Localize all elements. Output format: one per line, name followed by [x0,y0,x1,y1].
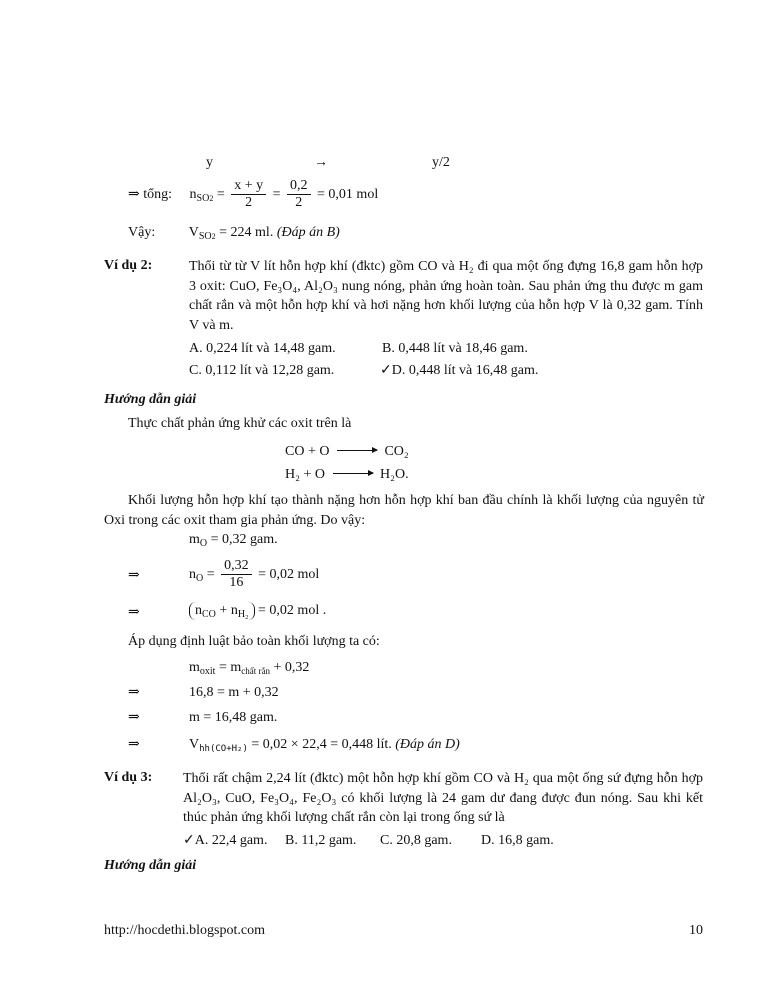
vhh-var: V [189,737,200,752]
mole-co-h2-line [189,602,326,620]
no-eq: = [206,567,215,582]
tong-label: tổng: [143,187,173,202]
example-3-label: Ví dụ 3: [104,770,153,785]
n-var: n [189,187,197,202]
fraction-xy [231,178,266,211]
option-3a-correct: ✓A. 22,4 gam. [183,833,268,848]
example-3-text: Thổi rất chậm 2,24 lít (đktc) một hỗn hợp khí gồm CO và H₂ qua một ống sứ đựng hỗn hợp Al₂O₃, CuO, Fe₃O₄, Fe₂O₃ có khối lượng là 24 gam dư đang được đun nóng. Sau khi kết thúc phản ứng khối lượng chất rắn còn lại trong ống sứ là [183,771,703,825]
implies-icon-5: ⇒ [128,737,140,752]
no-sub: O [196,573,204,584]
vhh-value: = 0,02 × 22,4 = 0,448 lít. [251,737,392,752]
reaction-2 [285,466,409,484]
long-arrow-icon-2 [333,473,373,474]
fraction-02 [287,178,311,211]
reaction-arrow: → [314,155,328,170]
answer-d: (Đáp án D) [395,737,460,752]
parenthesis-group [189,602,255,620]
reaction-2-left: H₂ + O [285,467,325,482]
guide-heading-2: Hướng dẫn giải [104,858,197,873]
mcr-value: + 0,32 [273,660,310,675]
example-2-label: Ví dụ 2: [104,258,153,273]
implies-icon-3: ⇒ [128,685,140,700]
option-3c: C. 20,8 gam. [380,833,452,848]
option-a: A. 0,224 lít và 14,48 gam. [189,341,336,356]
fraction-num: x + y [231,178,266,195]
fraction-no-den: 16 [229,575,244,591]
implies-icon-4: ⇒ [128,710,140,725]
so2-sub: SO [196,193,210,204]
option-c: C. 0,112 lít và 12,28 gam. [189,363,335,378]
guide-paragraph: Khối lượng hỗn hợp khí tạo thành nặng hơn hỗn hợp khí ban đầu chính là khối lượng của nguyên tử Oxi trong các oxit tham gia phản ứng. Do vậy: [104,493,704,528]
vay-label: Vậy: [128,225,156,240]
fraction-no [221,558,252,591]
reaction-y-right: y/2 [432,155,450,170]
mass-balance-line [189,659,309,677]
fraction-den-2: 2 [295,195,303,211]
answer-b: (Đáp án B) [276,225,340,240]
reaction-2-right: H₂O. [380,467,409,482]
no-var: n [189,567,196,582]
fraction-num-2: 0,2 [287,178,311,195]
no-value: = 0,02 mol [258,567,320,582]
page-number: 10 [689,923,703,938]
law-statement: Áp dụng định luật bảo toàn khối lượng ta có: [128,634,380,649]
conclusion-line [128,224,340,242]
reaction-1-right: CO₂ [384,444,409,459]
option-d-correct: ✓D. 0,448 lít và 16,48 gam. [380,363,539,378]
mcr-sub: chất rắn [241,666,270,676]
nh2-sub: H₂ [237,609,249,620]
reaction-1-left: CO + O [285,444,330,459]
moxit-var: m [189,660,200,675]
moxit-sub: oxit [199,666,216,677]
fraction-den: 2 [245,195,253,211]
fraction-no-num: 0,32 [221,558,252,575]
nco-var: n [195,603,202,618]
option-b: B. 0,448 lít và 18,46 gam. [382,341,528,356]
v-var: V [188,225,199,240]
mo-sub: O [199,538,208,549]
footer-url[interactable]: http://hocdethi.blogspot.com [104,923,265,938]
total-result: = 0,01 mol [317,187,379,202]
v-result: = 224 ml. [219,225,274,240]
mole-oxygen-line [189,556,319,594]
implies-icon-1: ⇒ [128,568,140,583]
volume-line [189,736,460,754]
eq-sign: = [216,187,225,202]
eq-sign-2: = [272,187,281,202]
option-3d: D. 16,8 gam. [481,833,554,848]
vhh-sub: hh(CO+H₂) [199,744,248,754]
mcr-var: = m [218,660,242,675]
plus-sign: + [219,603,228,618]
total-formula [128,178,378,212]
nh2-var: n [230,603,238,618]
v-sub: SO [198,231,212,242]
example-2-text: Thổi từ từ V lít hỗn hợp khí (đktc) gồm CO và H₂ đi qua một ống đựng 16,8 gam hỗn hợp 3 oxit: CuO, Fe₃O₄, Al₂O₃ nung nóng, phản ứng hoàn toàn. Sau phản ứng thu được m gam chất rắn và một hỗn hợp khí và hơi nặng hơn khối lượng của hỗn hợp V là 0,32 gam. Tính V và m. [189,259,703,333]
option-3b: B. 11,2 gam. [285,833,357,848]
reaction-1 [285,443,409,461]
equation-3: m = 16,48 gam. [189,710,278,725]
nco-sub: CO [202,609,216,620]
guide-intro: Thực chất phản ứng khử các oxit trên là [128,416,352,431]
long-arrow-icon [337,450,377,451]
guide-heading-1: Hướng dẫn giải [104,392,197,407]
v-sub-2: 2 [211,232,216,241]
mo-value: = 0,32 gam. [210,532,278,547]
implies-icon-2: ⇒ [128,605,140,620]
reaction-y-left: y [206,155,213,170]
equation-2: 16,8 = m + 0,32 [189,685,279,700]
mass-oxygen-line [189,531,278,549]
implies-icon: ⇒ [128,187,140,202]
nco-value: = 0,02 mol . [258,603,327,618]
so2-sub-2: 2 [209,194,214,203]
mo-var: m [189,532,200,547]
